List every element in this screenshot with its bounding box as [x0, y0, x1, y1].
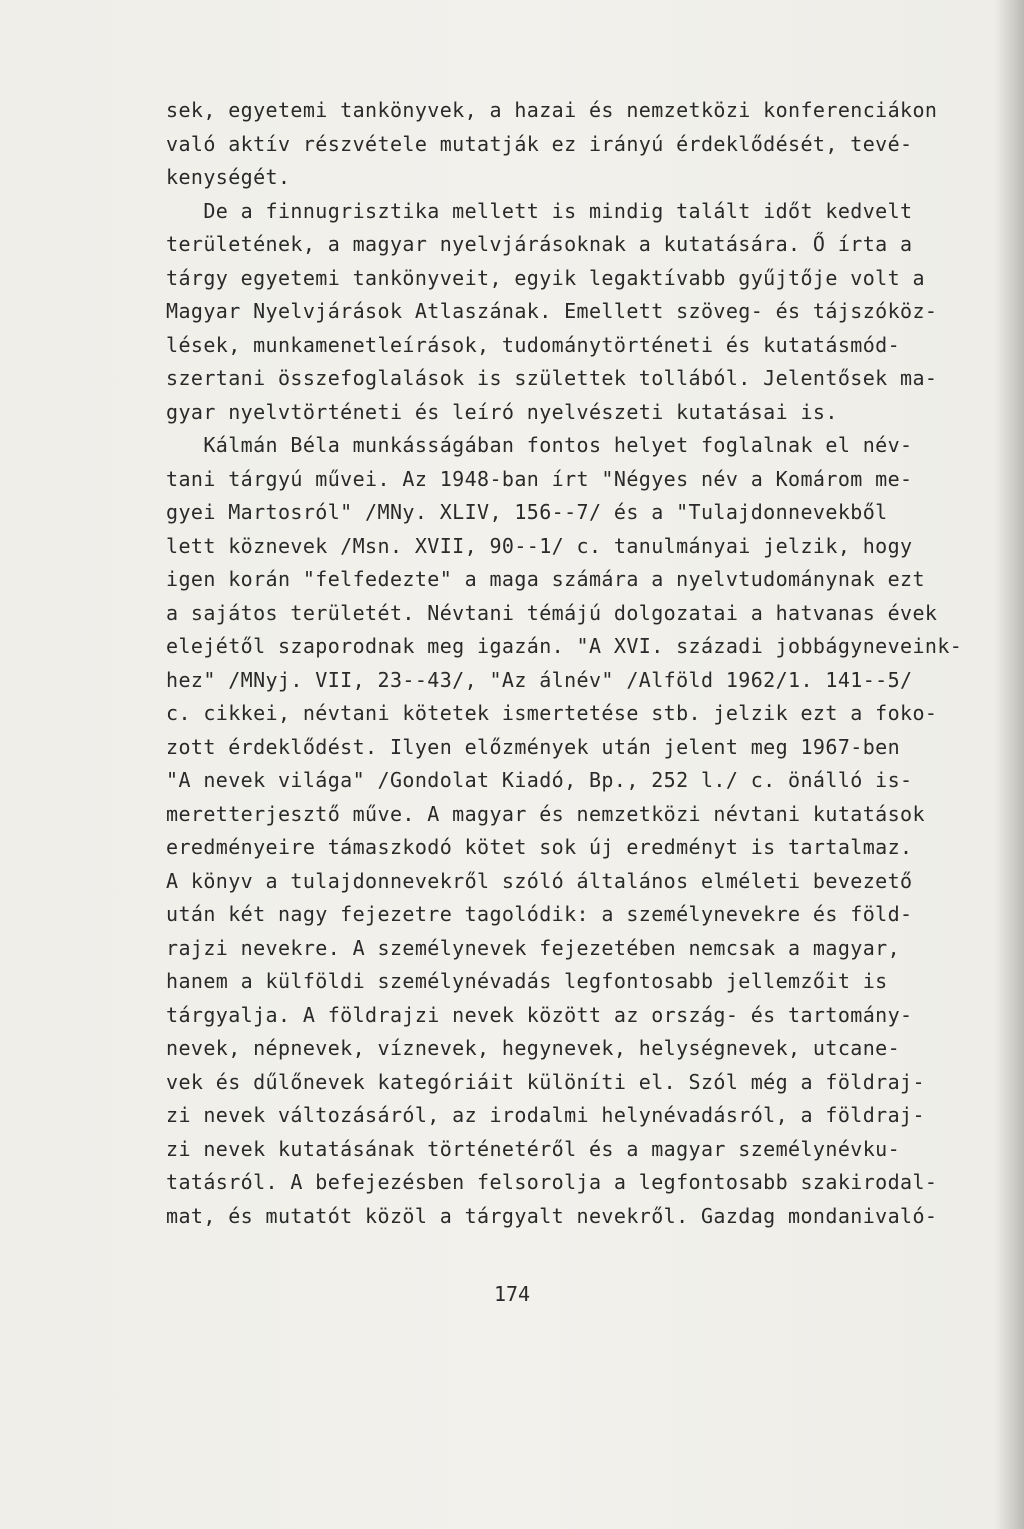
text-line: eredményeire támaszkodó kötet sok új eredményt is tartalmaz.	[166, 835, 913, 859]
text-line: Magyar Nyelvjárások Atlaszának. Emellett szöveg- és tájszóköz-	[166, 299, 938, 323]
text-line: hez" /MNyj. VII, 23--43/, "Az álnév" /Alföld 1962/1. 141--5/	[166, 667, 913, 692]
text-line: mat, és mutatót közöl a tárgyalt nevekről. Gazdag mondanivaló-	[166, 1203, 938, 1228]
text-line: lések, munkamenetleírások, tudománytörténeti és kutatásmód-	[166, 332, 901, 357]
text-line: sek, egyetemi tankönyvek, a hazai és nemzetközi konferenciákon	[166, 98, 938, 122]
text-line: tárgy egyetemi tankönyveit, egyik legaktívabb gyűjtője volt a	[166, 265, 925, 290]
text-line: után két nagy fejezetre tagolódik: a személynevekre és föld-	[166, 902, 913, 926]
text-line: tárgyalja. A földrajzi nevek között az ország- és tartomány-	[166, 1002, 913, 1027]
text-line: nevek, népnevek, víznevek, hegynevek, helységnevek, utcane-	[166, 1036, 901, 1060]
text-line: "A nevek világa" /Gondolat Kiadó, Bp., 252 l./ c. önálló is-	[166, 768, 913, 792]
text-line: zi nevek változásáról, az irodalmi helynévadásról, a földraj-	[166, 1103, 925, 1127]
text-line: elejétől szaporodnak meg igazán. "A XVI. századi jobbágyneveink-	[166, 634, 963, 658]
text-line: területének, a magyar nyelvjárásoknak a kutatására. Ő írta a	[166, 232, 913, 256]
text-line: igen korán "felfedezte" a maga számára a nyelvtudománynak ezt	[166, 567, 925, 591]
text-line: A könyv a tulajdonnevekről szóló általános elméleti bevezető	[166, 868, 913, 893]
text-line: vek és dűlőnevek kategóriáit különíti el. Szól még a földraj-	[166, 1069, 925, 1094]
text-line: lett köznevek /Msn. XVII, 90--1/ c. tanulmányai jelzik, hogy	[166, 533, 913, 558]
text-line: szertani összefoglalások is születtek tollából. Jelentősek ma-	[166, 366, 938, 390]
page-edge-shadow	[996, 0, 1024, 1529]
text-line: hanem a külföldi személynévadás legfontosabb jellemzőit is	[166, 969, 888, 993]
text-line: zi nevek kutatásának történetéről és a magyar személynévku-	[166, 1136, 901, 1161]
text-line: gyei Martosról" /MNy. XLIV, 156--7/ és a "Tulajdonnevekből	[166, 500, 888, 524]
text-line: gyar nyelvtörténeti és leíró nyelvészeti kutatásai is.	[166, 399, 838, 424]
text-line: kenységét.	[166, 165, 291, 189]
text-line: Kálmán Béla munkásságában fontos helyet foglalnak el név-	[166, 433, 913, 457]
text-line: a sajátos területét. Névtani témájú dolgozatai a hatvanas évek	[166, 600, 938, 625]
text-line: meretterjesztő műve. A magyar és nemzetközi névtani kutatások	[166, 801, 925, 826]
text-line: tatásról. A befejezésben felsorolja a legfontosabb szakirodal-	[166, 1170, 938, 1194]
text-line: c. cikkei, névtani kötetek ismertetése stb. jelzik ezt a foko-	[166, 701, 938, 725]
text-line: rajzi nevekre. A személynevek fejezetében nemcsak a magyar,	[166, 935, 901, 960]
text-line: zott érdeklődést. Ilyen előzmények után jelent meg 1967-ben	[166, 734, 901, 759]
body-text	[166, 94, 966, 1233]
text-line: De a finnugrisztika mellett is mindig talált időt kedvelt	[166, 198, 913, 223]
page-number: 174	[493, 1282, 531, 1306]
text-line: való aktív részvétele mutatják ez irányú érdeklődését, tevé-	[166, 131, 913, 156]
text-line: tani tárgyú művei. Az 1948-ban írt "Négyes név a Komárom me-	[166, 466, 913, 491]
